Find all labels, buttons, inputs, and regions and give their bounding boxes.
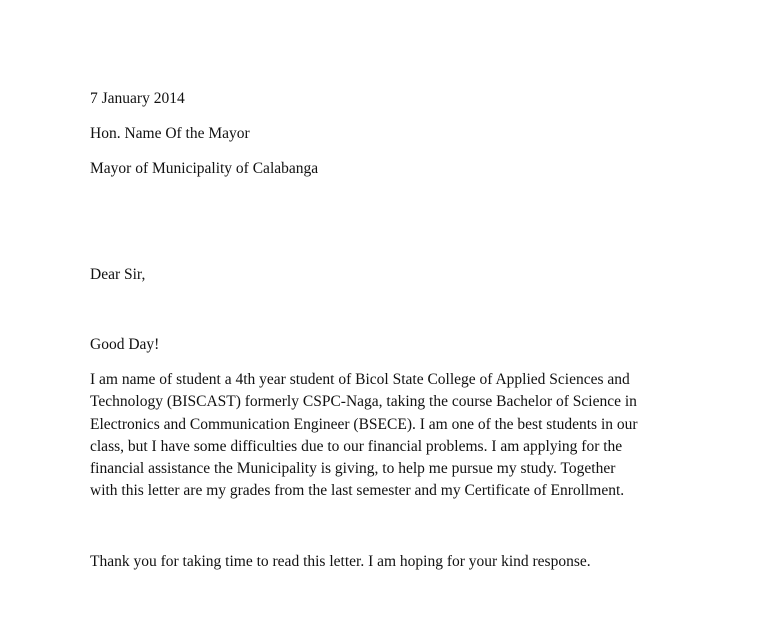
body-line: with this letter are my grades from the last semester and my Certificate of Enrollment.: [90, 482, 625, 500]
salutation: Dear Sir,: [90, 266, 146, 283]
recipient-name: Hon. Name Of the Mayor: [90, 125, 250, 142]
body-line: Electronics and Communication Engineer (BSECE). I am one of the best students in our: [90, 415, 638, 433]
greeting: Good Day!: [90, 336, 160, 353]
letter-date: 7 January 2014: [90, 90, 185, 107]
closing-line: Thank you for taking time to read this letter. I am hoping for your kind response.: [90, 553, 591, 570]
body-line: class, but I have some difficulties due to our financial problems. I am applying for the: [90, 437, 623, 455]
recipient-title: Mayor of Municipality of Calabanga: [90, 160, 319, 177]
body-line: I am name of student a 4th year student of Bicol State College of Applied Sciences and: [90, 371, 630, 388]
body-line: financial assistance the Municipality is giving, to help me pursue my study. Together: [90, 460, 616, 478]
letter-body-paragraph: [90, 369, 690, 503]
body-line: Technology (BISCAST) formerly CSPC-Naga, taking the course Bachelor of Science in: [90, 393, 637, 411]
